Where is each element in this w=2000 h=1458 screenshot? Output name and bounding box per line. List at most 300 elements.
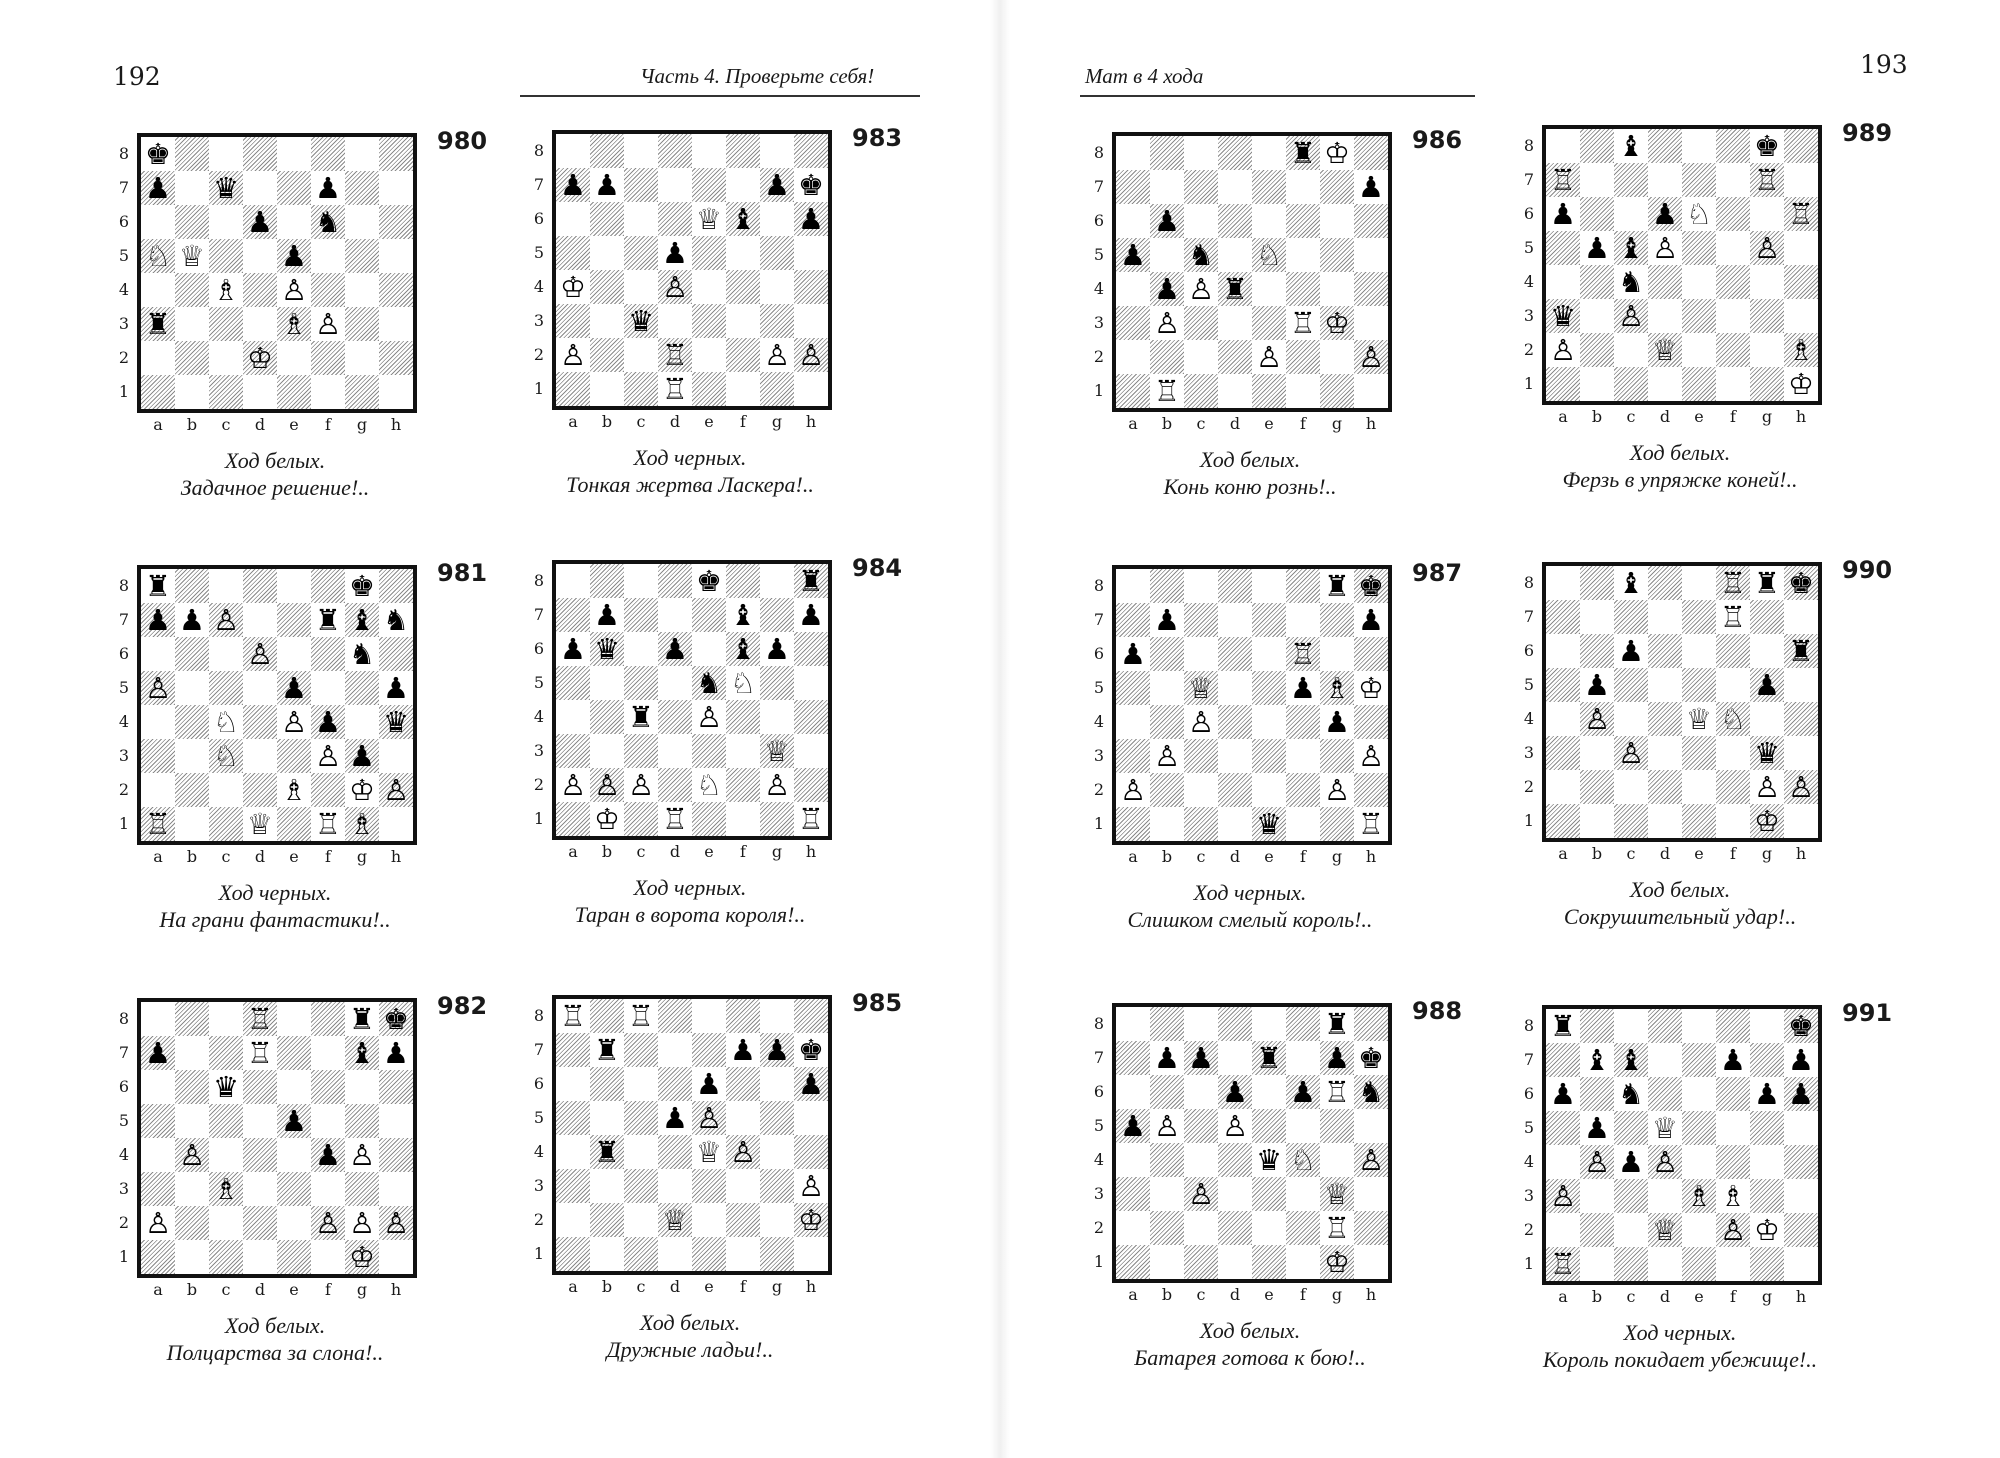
square-c8: [624, 999, 658, 1033]
square-c1: [1184, 1245, 1218, 1279]
file-label: e: [1694, 844, 1704, 863]
white-rook-icon: ♖: [1324, 1075, 1350, 1109]
square-g3: [1750, 1179, 1784, 1213]
square-h1: [794, 802, 828, 836]
square-e4: [692, 270, 726, 304]
file-label: c: [1196, 847, 1206, 866]
square-c3: [1614, 1179, 1648, 1213]
diagram-number: 986: [1412, 126, 1463, 154]
square-h6: [379, 205, 413, 239]
black-pawn-icon: ♟: [1120, 1109, 1146, 1143]
square-h3: [1354, 306, 1388, 340]
square-h5: [379, 1104, 413, 1138]
file-label: f: [1730, 844, 1736, 863]
file-label: e: [1264, 1285, 1274, 1304]
square-f5: [1716, 231, 1750, 265]
square-c7: [1184, 170, 1218, 204]
white-king-icon: ♔: [247, 341, 273, 375]
square-c4: [209, 705, 243, 739]
square-g5: [1320, 238, 1354, 272]
square-d6: [658, 202, 692, 236]
square-e4: [1682, 702, 1716, 736]
square-e6: [692, 1067, 726, 1101]
square-d1: [243, 807, 277, 841]
square-b1: [175, 1240, 209, 1274]
black-queen-icon: ♛: [213, 1070, 239, 1104]
square-e3: [1252, 306, 1286, 340]
square-a7: [556, 598, 590, 632]
chess-board: [1542, 562, 1822, 842]
square-h1: [1354, 807, 1388, 841]
black-rook-icon: ♜: [798, 564, 824, 598]
square-h2: [379, 341, 413, 375]
square-d5: [658, 236, 692, 270]
black-queen-icon: ♛: [1256, 1143, 1282, 1177]
square-a2: [1116, 1211, 1150, 1245]
square-c5: [624, 236, 658, 270]
square-e4: [692, 700, 726, 734]
square-b2: [1580, 1213, 1614, 1247]
white-pawn-icon: ♙: [1720, 1213, 1746, 1247]
diagram-number: 981: [437, 559, 488, 587]
diagram-caption-title: Сокрушительный удар!..: [1563, 904, 1797, 929]
square-a4: [1116, 272, 1150, 306]
square-c1: [209, 807, 243, 841]
square-f7: [1286, 1041, 1320, 1075]
square-a5: [141, 1104, 175, 1138]
square-c4: [1184, 705, 1218, 739]
square-c4: [1614, 702, 1648, 736]
square-f1: [1716, 1247, 1750, 1281]
square-g5: [1750, 231, 1784, 265]
square-h4: [794, 270, 828, 304]
square-g1: [345, 1240, 379, 1274]
diagram-caption-turn: Ход черных.: [633, 445, 747, 470]
square-g5: [760, 1101, 794, 1135]
file-label: h: [390, 847, 402, 866]
square-c7: [209, 1036, 243, 1070]
file-label: f: [740, 412, 746, 431]
black-king-icon: ♚: [383, 1002, 409, 1036]
black-bishop-icon: ♝: [1618, 129, 1644, 163]
square-a4: [556, 1135, 590, 1169]
square-e7: [1252, 170, 1286, 204]
square-h4: [1784, 1145, 1818, 1179]
square-c2: [209, 773, 243, 807]
square-a4: [141, 1138, 175, 1172]
file-labels: [141, 1280, 413, 1299]
square-a7: [1546, 1043, 1580, 1077]
square-g6: [1320, 637, 1354, 671]
rank-label: 1: [1093, 814, 1105, 833]
square-d4: [1218, 1143, 1252, 1177]
square-a8: [556, 564, 590, 598]
square-g3: [760, 304, 794, 338]
square-g2: [1320, 773, 1354, 807]
square-b8: [590, 134, 624, 168]
square-h6: [1354, 204, 1388, 238]
square-d2: [1218, 1211, 1252, 1245]
rank-label: 2: [533, 775, 545, 794]
square-h1: [379, 1240, 413, 1274]
diagram-caption-turn: Ход белых.: [1199, 447, 1301, 472]
rank-labels: [115, 569, 133, 841]
square-a8: [1546, 566, 1580, 600]
rank-labels: [530, 999, 548, 1271]
square-g1: [345, 807, 379, 841]
rank-label: 3: [1523, 1186, 1535, 1205]
square-b5: [590, 1101, 624, 1135]
file-label: b: [1591, 407, 1603, 426]
square-d1: [243, 1240, 277, 1274]
square-e8: [1682, 566, 1716, 600]
square-b7: [1150, 603, 1184, 637]
white-king-icon: ♔: [1754, 804, 1780, 838]
black-bishop-icon: ♝: [1618, 231, 1644, 265]
square-d8: [1648, 1009, 1682, 1043]
square-b6: [1150, 1075, 1184, 1109]
square-c7: [1184, 603, 1218, 637]
square-f7: [311, 171, 345, 205]
square-h4: [1784, 265, 1818, 299]
white-king-icon: ♔: [349, 773, 375, 807]
square-f8: [1716, 1009, 1750, 1043]
diagram-number: 989: [1842, 119, 1893, 147]
square-h7: [379, 1036, 413, 1070]
file-label: e: [1694, 407, 1704, 426]
square-g4: [760, 270, 794, 304]
square-h6: [1784, 634, 1818, 668]
square-b3: [175, 739, 209, 773]
square-e8: [1252, 1007, 1286, 1041]
square-g5: [345, 671, 379, 705]
square-a2: [556, 1203, 590, 1237]
square-h1: [794, 1237, 828, 1271]
square-d2: [243, 1206, 277, 1240]
square-h8: [794, 564, 828, 598]
square-f6: [311, 205, 345, 239]
square-c5: [1184, 238, 1218, 272]
white-rook-icon: ♖: [628, 999, 654, 1033]
black-pawn-icon: ♟: [1584, 1111, 1610, 1145]
rank-label: 2: [118, 780, 130, 799]
square-e2: [277, 341, 311, 375]
square-a5: [1116, 238, 1150, 272]
square-e5: [692, 1101, 726, 1135]
square-h6: [1784, 197, 1818, 231]
white-rook-icon: ♖: [1788, 197, 1814, 231]
square-f5: [726, 236, 760, 270]
black-pawn-icon: ♟: [1154, 1041, 1180, 1075]
white-pawn-icon: ♙: [560, 338, 586, 372]
square-d3: [1648, 299, 1682, 333]
diagram-caption-turn: Ход белых.: [639, 1310, 741, 1335]
square-e1: [1682, 1247, 1716, 1281]
black-king-icon: ♚: [696, 564, 722, 598]
rank-label: 2: [118, 1213, 130, 1232]
square-a6: [141, 205, 175, 239]
white-pawn-icon: ♙: [764, 338, 790, 372]
black-pawn-icon: ♟: [696, 1067, 722, 1101]
square-f3: [726, 304, 760, 338]
rank-label: 4: [1093, 279, 1105, 298]
square-a6: [556, 632, 590, 666]
rank-label: 8: [533, 571, 545, 590]
rank-label: 7: [118, 1043, 130, 1062]
square-a5: [1546, 231, 1580, 265]
square-b2: [590, 1203, 624, 1237]
square-c4: [1184, 272, 1218, 306]
square-c3: [624, 304, 658, 338]
black-pawn-icon: ♟: [1358, 170, 1384, 204]
square-g8: [1750, 1009, 1784, 1043]
square-b1: [1150, 1245, 1184, 1279]
white-queen-icon: ♕: [1324, 1177, 1350, 1211]
square-g7: [1320, 1041, 1354, 1075]
square-c2: [1184, 773, 1218, 807]
square-f7: [311, 603, 345, 637]
file-label: g: [771, 412, 783, 431]
black-rook-icon: ♜: [145, 307, 171, 341]
square-d2: [658, 768, 692, 802]
square-e5: [1252, 671, 1286, 705]
file-label: h: [390, 1280, 402, 1299]
square-d6: [658, 1067, 692, 1101]
board-wrapper: [1542, 125, 1822, 405]
square-f2: [726, 338, 760, 372]
square-e1: [1682, 804, 1716, 838]
file-label: c: [1626, 1287, 1636, 1306]
rank-label: 3: [533, 1176, 545, 1195]
square-h6: [379, 1070, 413, 1104]
square-c5: [1614, 231, 1648, 265]
rank-label: 8: [118, 576, 130, 595]
square-b7: [1150, 170, 1184, 204]
white-pawn-icon: ♙: [1154, 1109, 1180, 1143]
square-b5: [1580, 1111, 1614, 1145]
square-e5: [1682, 231, 1716, 265]
square-e1: [692, 372, 726, 406]
black-rook-icon: ♜: [1324, 569, 1350, 603]
board-wrapper: [1542, 562, 1822, 842]
square-g4: [1750, 702, 1784, 736]
square-h3: [379, 739, 413, 773]
rank-label: 7: [533, 175, 545, 194]
square-a1: [1116, 1245, 1150, 1279]
square-f5: [726, 1101, 760, 1135]
file-label: e: [289, 415, 299, 434]
square-g4: [345, 705, 379, 739]
rank-label: 5: [1093, 1116, 1105, 1135]
black-queen-icon: ♛: [594, 632, 620, 666]
square-h3: [794, 1169, 828, 1203]
white-pawn-icon: ♙: [349, 1206, 375, 1240]
square-b1: [1580, 367, 1614, 401]
white-rook-icon: ♖: [662, 802, 688, 836]
file-label: b: [1161, 847, 1173, 866]
square-f6: [726, 1067, 760, 1101]
square-g1: [760, 372, 794, 406]
white-pawn-icon: ♙: [1618, 736, 1644, 770]
square-e7: [1682, 1043, 1716, 1077]
square-b7: [175, 603, 209, 637]
square-e5: [1682, 1111, 1716, 1145]
rank-label: 5: [533, 243, 545, 262]
square-f6: [1286, 637, 1320, 671]
square-a8: [1116, 1007, 1150, 1041]
square-e6: [1252, 637, 1286, 671]
square-b1: [1150, 374, 1184, 408]
square-b6: [1150, 637, 1184, 671]
rank-label: 3: [1093, 313, 1105, 332]
square-f6: [726, 202, 760, 236]
square-e8: [1252, 136, 1286, 170]
square-g8: [345, 1002, 379, 1036]
file-label: a: [1558, 407, 1568, 426]
rank-labels: [1090, 136, 1108, 408]
square-a5: [1116, 1109, 1150, 1143]
square-e5: [1682, 668, 1716, 702]
square-b2: [1580, 333, 1614, 367]
square-f7: [726, 1033, 760, 1067]
square-c7: [624, 1033, 658, 1067]
square-a6: [1546, 1077, 1580, 1111]
square-a3: [556, 734, 590, 768]
square-c5: [209, 1104, 243, 1138]
black-king-icon: ♚: [145, 137, 171, 171]
square-h7: [379, 603, 413, 637]
file-label: h: [805, 1277, 817, 1296]
square-g4: [760, 1135, 794, 1169]
square-h3: [1784, 1179, 1818, 1213]
black-pawn-icon: ♟: [594, 598, 620, 632]
square-c1: [1184, 374, 1218, 408]
square-c8: [209, 569, 243, 603]
rank-label: 7: [1093, 177, 1105, 196]
black-pawn-icon: ♟: [383, 1036, 409, 1070]
black-knight-icon: ♞: [1188, 238, 1214, 272]
square-b7: [1580, 163, 1614, 197]
square-c1: [1184, 807, 1218, 841]
square-e3: [277, 739, 311, 773]
square-c3: [209, 1172, 243, 1206]
square-f6: [311, 1070, 345, 1104]
diagram-caption-title: Конь коню рознь!..: [1163, 474, 1337, 499]
white-knight-icon: ♘: [730, 666, 756, 700]
square-h6: [379, 637, 413, 671]
square-e5: [277, 239, 311, 273]
square-h5: [379, 671, 413, 705]
square-h8: [1784, 129, 1818, 163]
square-f7: [1716, 600, 1750, 634]
file-label: a: [153, 847, 163, 866]
rank-label: 3: [533, 741, 545, 760]
square-b8: [1580, 1009, 1614, 1043]
square-a8: [556, 999, 590, 1033]
square-b2: [1150, 1211, 1184, 1245]
square-h7: [794, 598, 828, 632]
black-king-icon: ♚: [1754, 129, 1780, 163]
square-h8: [794, 134, 828, 168]
white-bishop-icon: ♗: [213, 273, 239, 307]
black-pawn-icon: ♟: [383, 671, 409, 705]
square-b3: [1150, 739, 1184, 773]
rank-label: 8: [1523, 136, 1535, 155]
left-head-rule: [520, 95, 920, 97]
square-b4: [1580, 702, 1614, 736]
square-e6: [277, 205, 311, 239]
file-labels: [1116, 414, 1388, 433]
board-wrapper: [137, 133, 417, 413]
square-f6: [1716, 634, 1750, 668]
square-d6: [1648, 1077, 1682, 1111]
square-a3: [1546, 1179, 1580, 1213]
square-b1: [175, 807, 209, 841]
file-label: h: [1795, 844, 1807, 863]
chess-board: [552, 130, 832, 410]
square-g1: [1750, 804, 1784, 838]
square-d7: [243, 603, 277, 637]
square-b4: [1150, 272, 1184, 306]
chess-board: [1112, 565, 1392, 845]
white-queen-icon: ♕: [179, 239, 205, 273]
square-h4: [794, 1135, 828, 1169]
file-label: f: [1300, 414, 1306, 433]
square-c7: [1614, 1043, 1648, 1077]
board-wrapper: [1542, 1005, 1822, 1285]
square-a7: [1116, 170, 1150, 204]
square-g1: [1750, 367, 1784, 401]
square-d6: [243, 637, 277, 671]
square-c4: [209, 273, 243, 307]
white-rook-icon: ♖: [1154, 374, 1180, 408]
file-label: d: [254, 847, 266, 866]
square-f3: [1286, 739, 1320, 773]
board-wrapper: [137, 565, 417, 845]
square-b6: [1580, 197, 1614, 231]
square-d7: [1648, 1043, 1682, 1077]
black-knight-icon: ♞: [383, 603, 409, 637]
square-f2: [726, 768, 760, 802]
diagram-caption-turn: Ход белых.: [1199, 1318, 1301, 1343]
white-queen-icon: ♕: [1188, 671, 1214, 705]
rank-label: 3: [118, 746, 130, 765]
black-rook-icon: ♜: [315, 603, 341, 637]
square-d6: [1218, 637, 1252, 671]
square-d2: [1218, 340, 1252, 374]
white-pawn-icon: ♙: [1550, 333, 1576, 367]
square-d4: [243, 705, 277, 739]
black-rook-icon: ♜: [349, 1002, 375, 1036]
diagram-caption-title: Батарея готова к бою!..: [1134, 1345, 1366, 1370]
file-label: h: [805, 412, 817, 431]
white-pawn-icon: ♙: [1618, 299, 1644, 333]
rank-label: 7: [1523, 170, 1535, 189]
square-d3: [1218, 739, 1252, 773]
square-b8: [175, 569, 209, 603]
white-pawn-icon: ♙: [730, 1135, 756, 1169]
black-pawn-icon: ♟: [1290, 671, 1316, 705]
white-pawn-icon: ♙: [696, 700, 722, 734]
square-a7: [141, 603, 175, 637]
square-g2: [1750, 333, 1784, 367]
white-queen-icon: ♕: [1652, 333, 1678, 367]
square-f6: [726, 632, 760, 666]
square-g5: [1750, 668, 1784, 702]
square-b7: [175, 1036, 209, 1070]
rank-label: 2: [1093, 347, 1105, 366]
square-h2: [794, 338, 828, 372]
